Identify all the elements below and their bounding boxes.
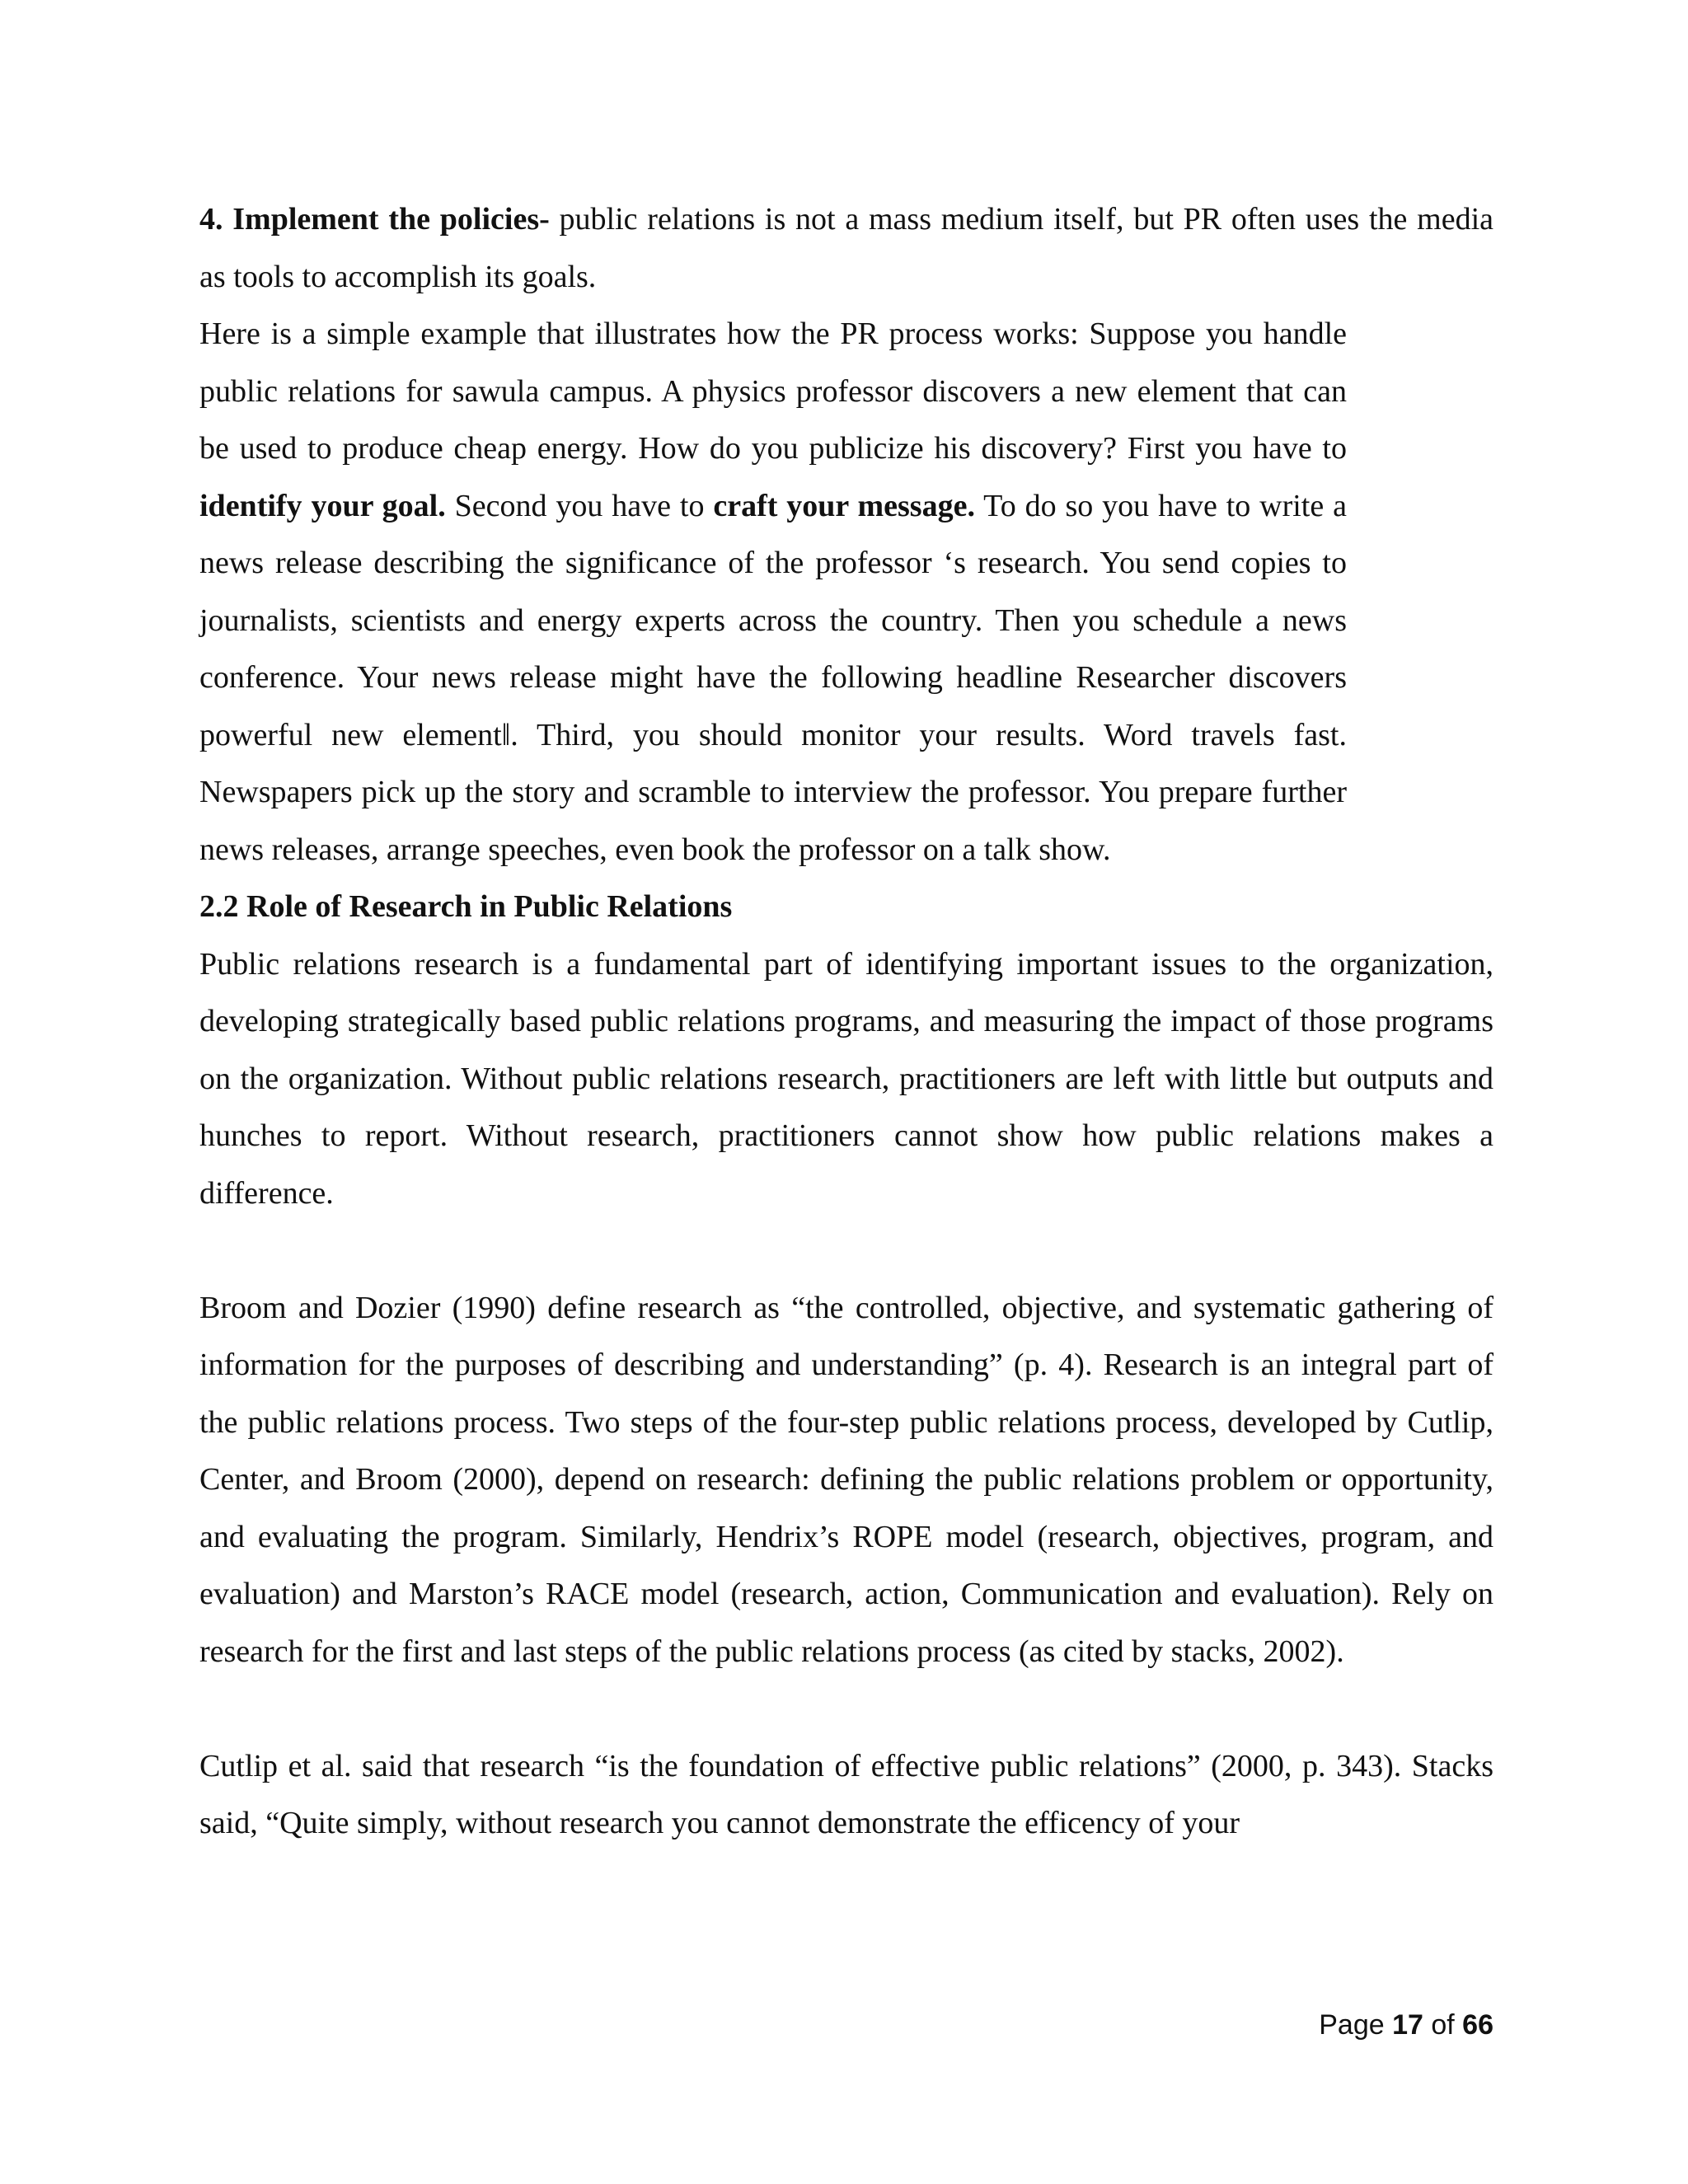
example-text-2: Second you have to [445, 488, 714, 523]
research-paragraph-1: Public relations research is a fundamental part of identifying important issues to the organization, developing strategically based public relations programs, and measuring the impact of those programs on the organization. Without public relations research, practitioners are left with little but outputs and hunches to report. Without research, practitioners cannot show how public relations makes a difference. [199, 946, 1493, 1211]
of-label: of [1423, 2009, 1463, 2041]
example-text-3: To do so you have to write a news release describing the significance of the professor ‘s research. You send copies to journalists, scientists and energy experts across the country. Then you schedule a news conference. Your news release might have the following headline Researcher discovers powerful new element‖. Third, you should monitor your results. Word travels fast. Newspapers pick up the story and scramble to interview the professor. You prepare further news releases, arrange speeches, even book the professor on a talk show. [199, 488, 1347, 867]
research-paragraph-3: Cutlip et al. said that research “is the foundation of effective public relations” (2000, p. 343). Stacks said, “Quite simply, without research you cannot demonstrate the efficency of your [199, 1748, 1493, 1840]
point-4-title: 4. Implement the policies- [199, 202, 550, 237]
point-4-text: public relations is not a mass medium itself, but PR often uses the media as tools to accomplish its goals. [199, 202, 1493, 294]
point-4-paragraph [199, 191, 1493, 306]
paragraph-gap [199, 1680, 1493, 1738]
paragraph-gap [199, 1222, 1493, 1280]
example-text-1: Here is a simple example that illustrates how the PR process works: Suppose you handle public relations for sawula campus. A physics professor discovers a new element that can be used to produce cheap energy. How do you publicize his discovery? First you have to [199, 316, 1347, 466]
example-bold-goal: identify your goal. [199, 488, 446, 523]
page-content [199, 191, 1493, 1853]
page-label: Page [1319, 2009, 1393, 2041]
page-number: 17 [1392, 2009, 1423, 2041]
example-paragraph [199, 306, 1347, 879]
page-footer [1319, 2009, 1493, 2041]
total-pages: 66 [1462, 2009, 1493, 2041]
research-paragraph-2: Broom and Dozier (1990) define research as “the controlled, objective, and systematic gathering of information for the purposes of describing and understanding” (p. 4). Research is an integral part of the public relations process. Two steps of the four-step public relations process, developed by Cutlip, Center, and Broom (2000), depend on research: defining the public relations problem or opportunity, and evaluating the program. Similarly, Hendrix’s ROPE model (research, objectives, program, and evaluation) and Marston’s RACE model (research, action, Communication and evaluation). Rely on research for the first and last steps of the public relations process (as cited by stacks, 2002). [199, 1290, 1493, 1669]
example-bold-message: craft your message. [713, 488, 975, 523]
section-heading: 2.2 Role of Research in Public Relations [199, 889, 733, 924]
